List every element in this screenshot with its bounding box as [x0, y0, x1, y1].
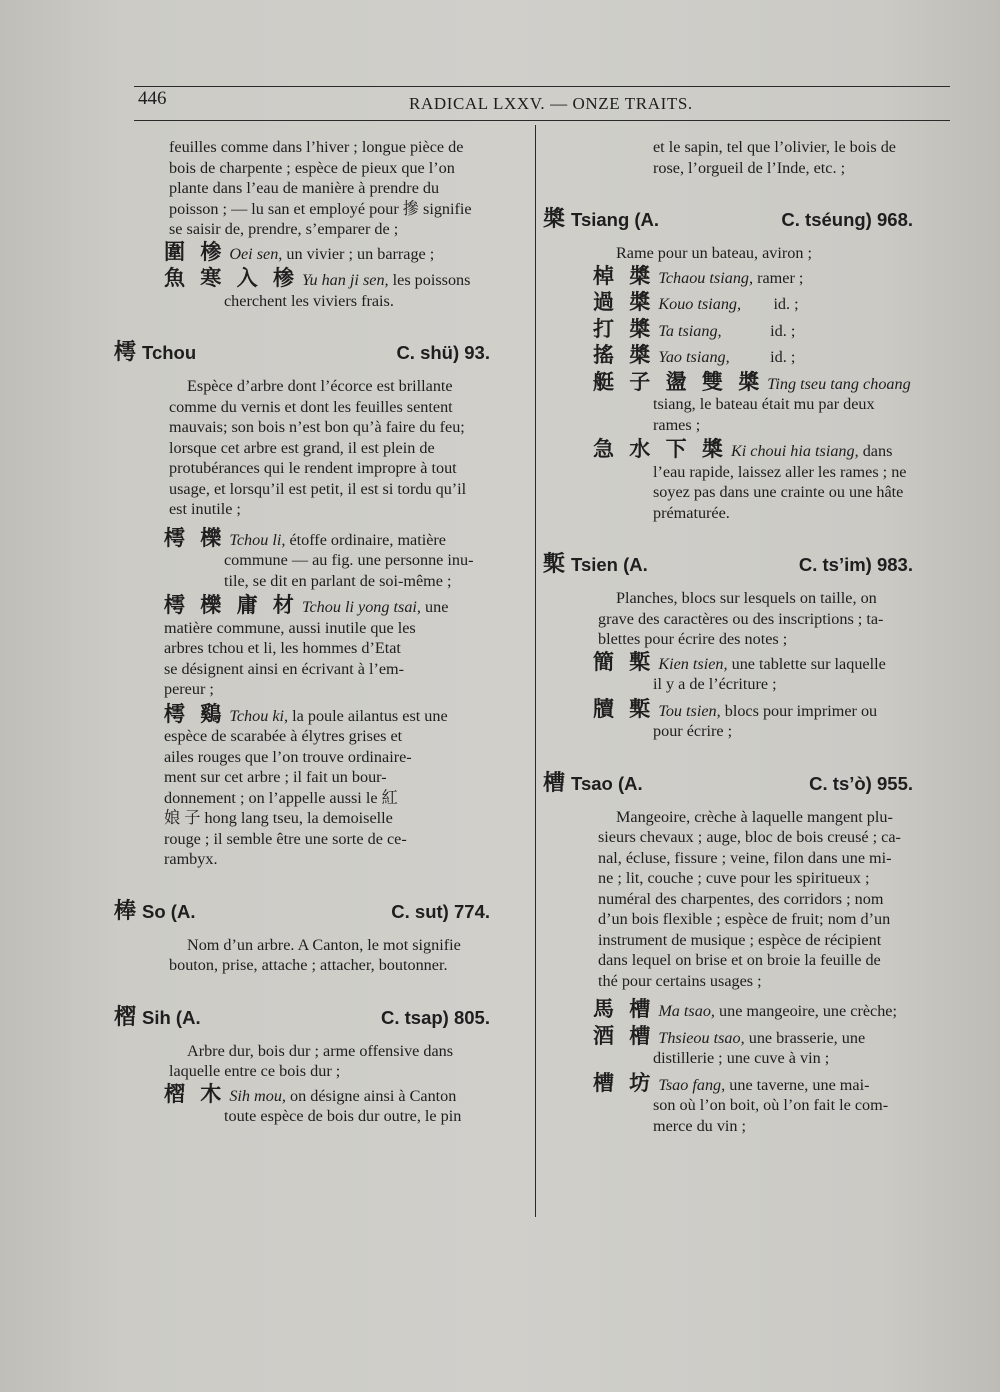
compound-entry: [114, 595, 530, 700]
definition-line: Mangeoire, crèche à laquelle mangent plu-: [616, 807, 893, 826]
compound-characters: 棹 槳: [593, 263, 655, 288]
intro-line: bois de charpente ; espèce de pieux que l’on: [169, 158, 455, 177]
compound-gloss-continued: merce du vin ;: [653, 1116, 747, 1135]
compound-romanization: Kien tsien,: [658, 654, 728, 673]
compound-entry: [543, 345, 953, 368]
compound-gloss-continued: rambyx.: [164, 850, 218, 868]
entry-heading-tsiang: [543, 202, 953, 233]
compound-entry: [114, 239, 530, 265]
definition-line: mauvais; son bois n’est bon qu’à faire du feu;: [169, 418, 465, 436]
compound-gloss: une: [420, 598, 449, 616]
intro-line: poisson ; — lu san et employé pour 摻 signifie: [169, 199, 472, 218]
compound-gloss-continued: toute espèce de bois dur outre, le pin: [224, 1107, 462, 1125]
compound-romanization: Oei sen,: [229, 244, 283, 263]
compound-entry: [543, 292, 953, 315]
headword-romanization: Sih (A.: [142, 1006, 201, 1028]
compound-entry: [114, 701, 530, 870]
compound-gloss-continued: 娘 子 hong lang tseu, la demoiselle: [164, 809, 393, 827]
definition-line: thé pour certains usages ;: [598, 971, 762, 990]
headword-romanization: Tsien (A.: [571, 554, 648, 575]
intro-line: rose, l’orgueil de l’Inde, etc. ;: [653, 158, 846, 177]
compound-romanization: Tou tsien,: [658, 701, 721, 720]
compound-gloss-continued: son où l’on boit, où l’on fait le com-: [653, 1096, 889, 1114]
compound-gloss-continued: commune — au fig. une personne inu-: [224, 551, 474, 569]
header-top-rule: [134, 86, 950, 87]
entry-heading-tsien: [543, 547, 953, 578]
definition-line: instrument de musique ; espèce de récipient: [598, 930, 882, 949]
headword-character: 槳: [543, 207, 566, 232]
compound-gloss-continued: tsiang, le bateau était mu par deux: [653, 395, 875, 413]
compound-romanization: Sih mou,: [229, 1086, 286, 1105]
compound-characters: 魚 寒 入 椮: [164, 266, 298, 290]
compound-characters: 急 水 下 槳: [593, 437, 727, 461]
compound-entry: [543, 1023, 953, 1069]
compound-gloss: étoffe ordinaire, matière: [285, 530, 446, 549]
compound-gloss: une tablette sur laquelle: [727, 654, 886, 673]
definition-line: lorsque cet arbre est grand, il est plein de: [169, 438, 435, 457]
compound-gloss-continued: cherchent les viviers frais.: [224, 291, 394, 310]
headword-character: 槽: [543, 770, 566, 796]
compound-romanization: Tchou ki,: [229, 706, 289, 725]
definition-line: est inutile ;: [169, 500, 241, 518]
entry-heading-sih: [114, 1000, 530, 1031]
compound-romanization: Ki choui hia tsiang,: [730, 442, 859, 460]
compound-gloss-continued: rames ;: [653, 415, 701, 434]
compound-gloss-continued: pereur ;: [164, 680, 214, 698]
definition-line: Rame pour un bateau, aviron ;: [616, 244, 812, 262]
compound-gloss-continued: pour écrire ;: [653, 722, 733, 740]
compound-romanization: Ting tseu tang choang: [767, 374, 911, 393]
definition-line: Arbre dur, bois dur ; arme offensive dans: [187, 1041, 454, 1060]
compound-entry: [114, 268, 530, 311]
compound-gloss: on désigne ainsi à Canton: [285, 1086, 457, 1105]
compound-characters: 過 槳: [593, 290, 655, 314]
cantonese-reading: C. tsap) 805.: [381, 1006, 490, 1028]
compound-characters: 樗 櫟: [164, 525, 226, 550]
compound-characters: 簡 槧: [593, 649, 655, 674]
compound-romanization: Tsao fang,: [658, 1075, 726, 1094]
compound-romanization: Tchou li yong tsai,: [301, 598, 421, 616]
headword-romanization: Tsiang (A.: [571, 209, 660, 230]
compound-entry: [543, 439, 953, 523]
compound-romanization: Thsieou tsao,: [658, 1028, 745, 1047]
compound-gloss-continued: soyez pas dans une crainte ou une hâte: [653, 483, 904, 501]
compound-gloss: un vivier ; un barrage ;: [282, 244, 435, 263]
headword-character: 槧: [543, 552, 566, 577]
definition-line: ne ; lit, couche ; cuve pour les spiritueux ;: [598, 869, 870, 887]
definition-line: Espèce d’arbre dont l’écorce est brillante: [187, 377, 453, 395]
compound-characters: 樗 櫟 庸 材: [164, 593, 298, 617]
compound-characters: 牘 槧: [593, 696, 655, 721]
definition-line: Planches, blocs sur lesquels on taille, on: [616, 589, 877, 607]
compound-gloss: une taverne, une mai-: [725, 1075, 870, 1094]
left-column: [114, 137, 530, 1131]
compound-characters: 槢 木: [164, 1081, 226, 1106]
compound-romanization: Tchou li,: [229, 530, 286, 549]
compound-entry: [543, 1070, 953, 1137]
compound-characters: 打 槳: [593, 316, 655, 341]
definition-line: dans lequel on brise et on broie la feuille de: [598, 951, 881, 969]
compound-characters: 艇 子 盪 雙 槳: [593, 369, 764, 394]
column-divider: [535, 125, 536, 1217]
definition-line: Nom d’un arbre. A Canton, le mot signifie: [187, 935, 461, 954]
entry-heading-tchou: [114, 335, 530, 366]
compound-gloss: les poissons: [388, 271, 471, 289]
intro-line: plante dans l’eau de manière à prendre du: [169, 179, 440, 197]
compound-gloss-continued: matière commune, aussi inutile que les: [164, 618, 416, 637]
page-number: 446: [138, 88, 167, 109]
definition-line: bouton, prise, attache ; attacher, boutonner.: [169, 956, 448, 974]
compound-gloss: ramer ;: [753, 268, 804, 287]
cantonese-reading: C. shü) 93.: [396, 342, 490, 363]
definition-line: laquelle entre ce bois dur ;: [169, 1062, 341, 1080]
compound-romanization: Ma tsao,: [658, 1002, 715, 1020]
page-header: [134, 80, 950, 122]
compound-gloss-continued: prématurée.: [653, 503, 730, 522]
compound-entry: [114, 525, 530, 592]
compound-characters: 樗 鷄: [164, 701, 226, 726]
intro-line: et le sapin, tel que l’olivier, le bois de: [653, 138, 896, 156]
cantonese-reading: C. ts’im) 983.: [798, 554, 913, 575]
headword-character: 棒: [114, 898, 137, 924]
right-column: [543, 137, 953, 1140]
compound-gloss-continued: l’eau rapide, laissez aller les rames ; ne: [653, 462, 907, 481]
compound-gloss-continued: espèce de scarabée à élytres grises et: [164, 727, 403, 745]
compound-gloss: une mangeoire, une crèche;: [714, 1002, 897, 1020]
definition-line: blettes pour écrire des notes ;: [598, 630, 788, 648]
compound-gloss: id. ;: [741, 295, 799, 313]
compound-romanization: Yao tsiang,: [658, 348, 730, 366]
compound-characters: 馬 槽: [593, 997, 655, 1021]
compound-gloss: la poule ailantus est une: [288, 706, 448, 725]
cantonese-reading: C. tséung) 968.: [781, 209, 913, 230]
compound-characters: 搖 槳: [593, 343, 655, 367]
compound-gloss: id. ;: [729, 348, 796, 366]
running-title: RADICAL LXXV. — ONZE TRAITS.: [409, 94, 693, 113]
compound-gloss-continued: ailes rouges que l’on trouve ordinaire-: [164, 747, 412, 766]
entry-heading-tsao: [543, 766, 953, 797]
headword-romanization: Tsao (A.: [571, 772, 643, 794]
entry-heading-so: [114, 894, 530, 925]
compound-entry: [543, 696, 953, 742]
headword-romanization: So (A.: [142, 900, 196, 922]
compound-entry: [543, 649, 953, 695]
intro-line: feuilles comme dans l’hiver ; longue pièce de: [169, 138, 464, 156]
definition-line: grave des caractères ou des inscriptions ; ta-: [598, 609, 884, 628]
compound-gloss: blocs pour imprimer ou: [720, 701, 878, 720]
compound-romanization: Kouo tsiang,: [658, 295, 742, 313]
compound-entry: [543, 263, 953, 289]
compound-gloss-continued: arbres tchou et li, les hommes d’Etat: [164, 639, 401, 657]
definition-line: sieurs chevaux ; auge, bloc de bois creusé ; ca-: [598, 828, 901, 846]
compound-romanization: Ta tsiang,: [658, 321, 722, 340]
compound-gloss: id. ;: [721, 321, 796, 340]
compound-characters: 槽 坊: [593, 1070, 655, 1095]
compound-entry: [543, 369, 953, 436]
definition-line: protubérances qui le rendent impropre à tout: [169, 459, 457, 477]
compound-entry: [543, 999, 953, 1022]
definition-line: nal, écluse, fissure ; veine, filon dans une mi-: [598, 848, 892, 867]
compound-gloss-continued: donnement ; on l’appelle aussi le 紅: [164, 788, 398, 807]
compound-characters: 酒 槽: [593, 1023, 655, 1048]
definition-line: comme du vernis et dont les feuilles sentent: [169, 397, 453, 416]
compound-gloss-continued: tile, se dit en parlant de soi-même ;: [224, 571, 452, 590]
compound-characters: 圍 椮: [164, 239, 226, 264]
compound-gloss-continued: distillerie ; une cuve à vin ;: [653, 1049, 830, 1067]
compound-romanization: Tchaou tsiang,: [658, 268, 754, 287]
definition-line: usage, et lorsqu’il est petit, il est si tordu qu’il: [169, 479, 467, 498]
definition-line: d’un bois flexible ; espèce de fruit; nom d’un: [598, 910, 891, 928]
headword-character: 槢: [114, 1004, 137, 1030]
intro-line: se saisir de, prendre, s’emparer de ;: [169, 220, 399, 238]
cantonese-reading: C. ts’ò) 955.: [809, 772, 913, 794]
compound-gloss-continued: rouge ; il semble être une sorte de ce-: [164, 829, 407, 848]
compound-entry: [114, 1081, 530, 1127]
headword-character: 樗: [114, 340, 137, 365]
compound-romanization: Yu han ji sen,: [301, 271, 389, 289]
header-bottom-rule: [134, 120, 950, 121]
definition-line: numéral des charpentes, des corridors ; nom: [598, 889, 884, 908]
compound-entry: [543, 316, 953, 342]
cantonese-reading: C. sut) 774.: [391, 900, 490, 922]
compound-gloss-continued: il y a de l’écriture ;: [653, 675, 777, 693]
compound-gloss: une brasserie, une: [744, 1028, 866, 1047]
compound-gloss: dans: [858, 442, 893, 460]
compound-gloss-continued: se désignent ainsi en écrivant à l’em-: [164, 659, 405, 678]
compound-gloss-continued: ment sur cet arbre ; il fait un bour-: [164, 768, 387, 786]
headword-romanization: Tchou: [142, 342, 197, 363]
